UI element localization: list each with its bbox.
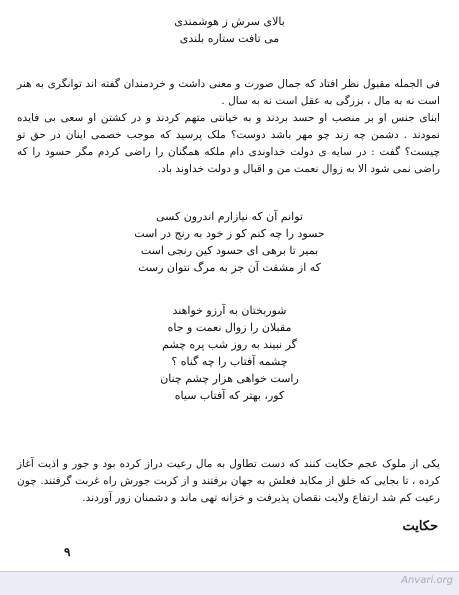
verse-line: می تافت ستاره بلندی [179,32,280,45]
verse-line: راست خواهی هزار چشم چنان [160,372,299,385]
verse-line: شوربختان به آرزو خواهند [172,304,287,317]
prose-paragraph: فی الجمله مقبول نظر افتاد که جمال صورت و معنی داشت و خردمندان گفته اند توانگری به هنر است نه به مال ، بزرگی به عقل است نه به سال . [17,78,440,107]
watermark-logo: Anvari.org [401,575,453,586]
verse-block-3 [0,302,459,404]
opening-verse [0,13,459,47]
prose-block-1 [17,76,440,178]
verse-line: چشمه آفتاب را چه گناه ؟ [171,355,288,368]
prose-paragraph: یکی از ملوک عجم حکایت کنند که دست تطاول به مال رعیت دراز کرده بود و جور و اذیت آغاز کرده ، تا بجایی که خلق از مکاید فعلش به جهان برفتند و از کربت جورش راه غربت گرفتند. چون رعیت کم شد ارتفاع ولایت نقصان پذیرفت و خزانه تهی ماند و دشمنان زور آوردند. [17,458,440,504]
verse-line: کور، بهتر که آفتاب سیاه [174,389,285,402]
verse-block-2 [0,208,459,276]
page-number: ۹ [64,545,71,559]
prose-block-2 [17,456,440,507]
footer-bar [0,571,459,595]
prose-paragraph: ابنای جنس او بر منصب او حسد بردند و به خیانتی متهم کردند و در کشتن او سعی بی فایده نمودند . دشمن چه زند چو مهر باشد دوست؟ ملک پرسید که موجب خصمی اینان در حق تو چیست؟ گفت : در سایه ی دولت خداوندی دام ملکه همگنان را راضی کردم مگر حسود را که راضی نمی شود الا به زوال نعمت من و اقبال و دولت خداوند باد. [17,112,440,175]
verse-line: که از مشقت آن جز به مرگ نتوان رست [138,261,321,274]
verse-line: توانم آن که نیازارم اندرون کسی [156,210,303,223]
verse-line: حسود را چه کنم کو ز خود به رنج در است [134,227,325,240]
section-heading: حکایت [402,519,438,534]
verse-line: بالای سرش ز هوشمندی [174,15,285,28]
verse-line: گر نبیند به روز شب پره چشم [162,338,297,351]
verse-line: بمیر تا برهی ای حسود کین رنجی است [140,244,319,257]
verse-line: مقبلان را زوال نعمت و جاه [167,321,292,334]
